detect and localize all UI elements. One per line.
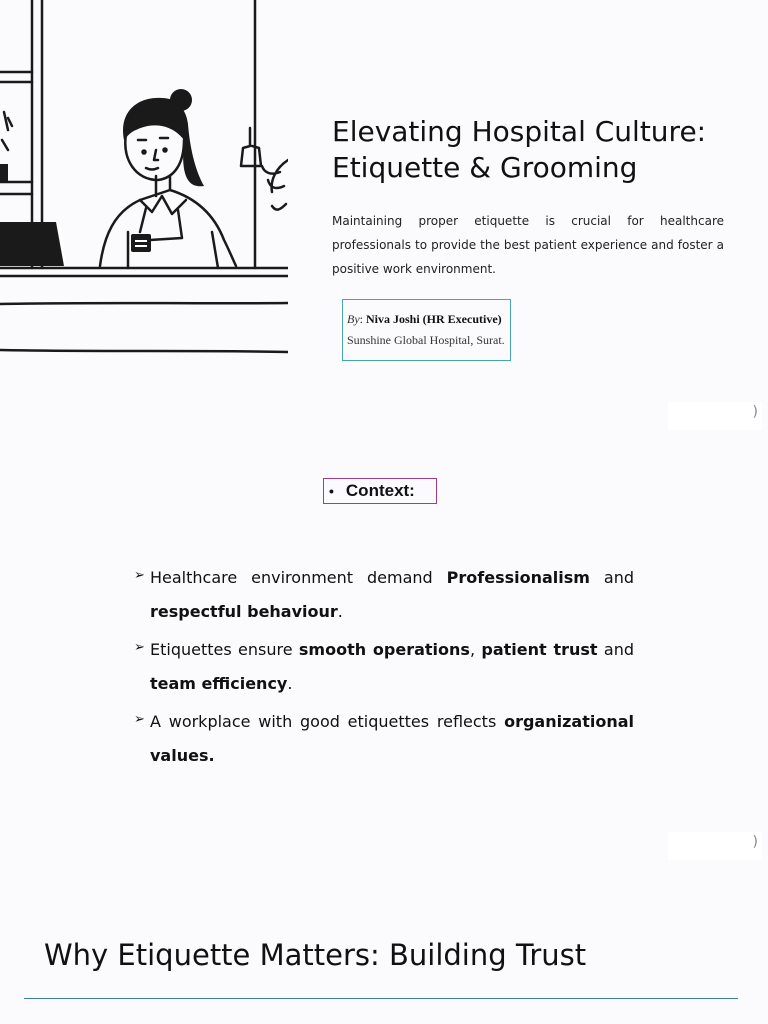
slide-title-heading: [332, 114, 752, 186]
bullet-text-bold: patient trust: [481, 640, 598, 659]
bullet-text-bold: smooth operations: [298, 640, 470, 659]
heading-divider: [24, 998, 738, 999]
bullet-text: and: [597, 640, 635, 659]
bullet-text: .: [287, 674, 293, 693]
bullet-text: and: [589, 568, 635, 587]
dot-bullet-icon: •: [329, 483, 334, 499]
bullet-text-bold: organizational values.: [150, 712, 634, 765]
slide-corner-mark: ): [668, 832, 762, 860]
context-bullet-item: [134, 561, 634, 629]
bullet-text: .: [337, 602, 343, 621]
context-heading-box: [323, 478, 437, 504]
bullet-text-bold: Professionalism: [446, 568, 590, 587]
slide-heading: Why Etiquette Matters: Building Trust: [44, 938, 587, 972]
arrow-bullet-icon: ➢: [134, 640, 145, 655]
bullet-text: ,: [469, 640, 482, 659]
bullet-text: Etiquettes ensure: [150, 640, 299, 659]
context-bullet-item: [134, 633, 634, 701]
slide-context: [0, 430, 768, 860]
context-bullet-item: [134, 705, 634, 773]
author-organization: Sunshine Global Hospital, Surat.: [347, 333, 505, 347]
by-separator: :: [359, 312, 366, 326]
slide-subtitle: Maintaining proper etiquette is crucial for healthcare professionals to provide the best patient experience and foster a positive work environment.: [332, 214, 724, 276]
slide-why-etiquette: [0, 860, 768, 1024]
bullet-text-bold: team efficiency: [150, 674, 288, 693]
arrow-bullet-icon: ➢: [134, 712, 145, 727]
bullet-text: Healthcare environment demand: [150, 568, 447, 587]
author-name: Niva Joshi (HR Executive): [366, 312, 502, 326]
title-line-2: Etiquette & Grooming: [332, 151, 638, 184]
receptionist-illustration: [0, 0, 288, 360]
arrow-bullet-icon: ➢: [134, 568, 145, 583]
by-label: By: [347, 312, 360, 326]
context-heading: Context:: [345, 481, 415, 500]
author-box: [342, 299, 511, 361]
context-bullet-list: [134, 561, 634, 777]
bullet-text: A workplace with good etiquettes reflects: [150, 712, 505, 731]
bullet-text-bold: respectful behaviour: [150, 602, 338, 621]
slide-corner-mark: ): [668, 402, 762, 430]
slide-title: [0, 0, 768, 430]
title-line-1: Elevating Hospital Culture:: [332, 115, 707, 148]
